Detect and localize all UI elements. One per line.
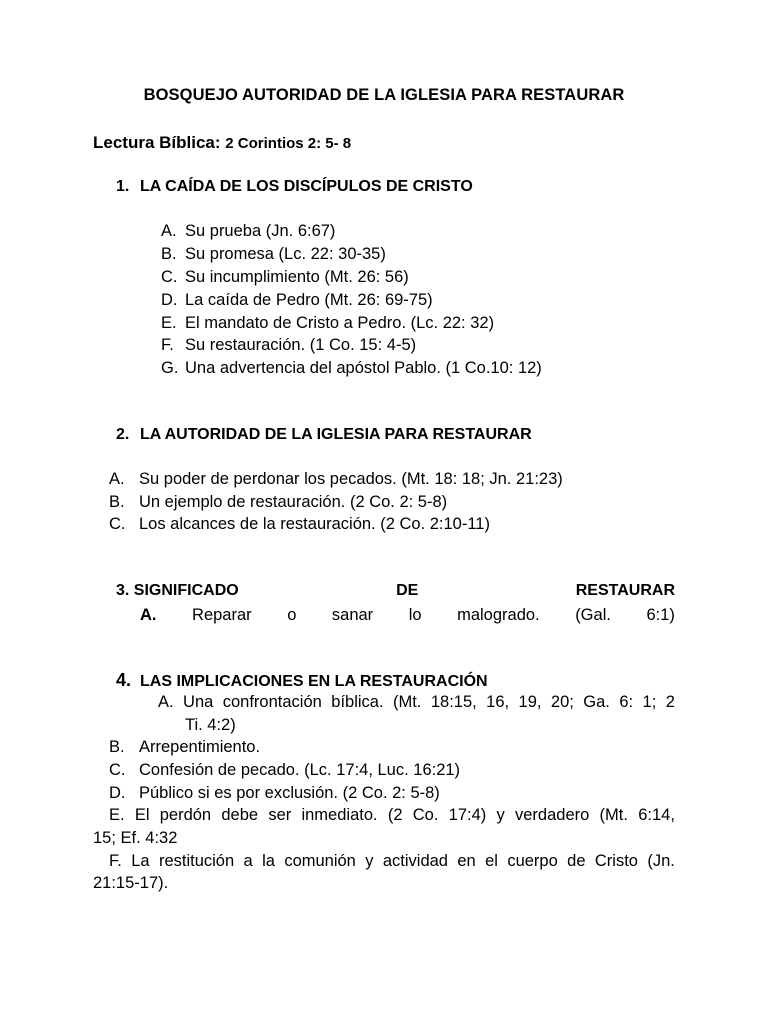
- bible-reading: [93, 133, 351, 153]
- section-3-heading: 3. SIGNIFICADO DE RESTAURAR: [116, 582, 675, 599]
- list-item: C. Los alcances de la restauración. (2 Co. 2:10-11): [109, 515, 490, 533]
- reading-label: Lectura Bíblica:: [93, 133, 221, 152]
- list-item: F. Su restauración. (1 Co. 15: 4-5): [161, 336, 417, 354]
- list-item: A. Su poder de perdonar los pecados. (Mt. 18: 18; Jn. 21:23): [109, 470, 563, 488]
- section-1-heading: 1. LA CAÍDA DE LOS DISCÍPULOS DE CRISTO: [116, 178, 473, 195]
- list-item: D. La caída de Pedro (Mt. 26: 69-75): [161, 291, 433, 309]
- list-item: C. Su incumplimiento (Mt. 26: 56): [161, 268, 409, 286]
- section-4-item-f-line1: F. La restitución a la comunión y actividad en el cuerpo de Cristo (Jn.: [109, 852, 675, 870]
- reading-reference: 2 Corintios 2: 5- 8: [225, 135, 352, 152]
- section-4-item-a-line2: Ti. 4:2): [185, 716, 236, 734]
- section-2-heading: 2. LA AUTORIDAD DE LA IGLESIA PARA RESTAURAR: [116, 426, 532, 443]
- list-item: B. Un ejemplo de restauración. (2 Co. 2: 5-8): [109, 493, 448, 511]
- list-item: C. Confesión de pecado. (Lc. 17:4, Luc. 16:21): [109, 761, 461, 779]
- section-4-item-f-line2: 21:15-17).: [93, 874, 169, 892]
- list-item: A. Su prueba (Jn. 6:67): [161, 222, 336, 240]
- list-item: D. Público si es por exclusión. (2 Co. 2: 5-8): [109, 784, 440, 802]
- section-3-item-a: A. Reparar o sanar lo malogrado. (Gal. 6:1): [140, 606, 675, 624]
- list-item: B. Arrepentimiento.: [109, 738, 261, 756]
- list-item: B. Su promesa (Lc. 22: 30-35): [161, 245, 386, 263]
- document-title: BOSQUEJO AUTORIDAD DE LA IGLESIA PARA RESTAURAR: [143, 86, 625, 104]
- section-4-item-e-line2: 15; Ef. 4:32: [93, 829, 178, 847]
- list-item: E. El mandato de Cristo a Pedro. (Lc. 22: 32): [161, 314, 495, 332]
- section-4-item-a-line1: A. Una confrontación bíblica. (Mt. 18:15, 16, 19, 20; Ga. 6: 1; 2: [158, 693, 675, 711]
- section-4-heading: 4. LAS IMPLICACIONES EN LA RESTAURACIÓN: [116, 670, 488, 690]
- list-item: G. Una advertencia del apóstol Pablo. (1 Co.10: 12): [161, 359, 542, 377]
- section-4-item-e-line1: E. El perdón debe ser inmediato. (2 Co. 17:4) y verdadero (Mt. 6:14,: [109, 806, 675, 824]
